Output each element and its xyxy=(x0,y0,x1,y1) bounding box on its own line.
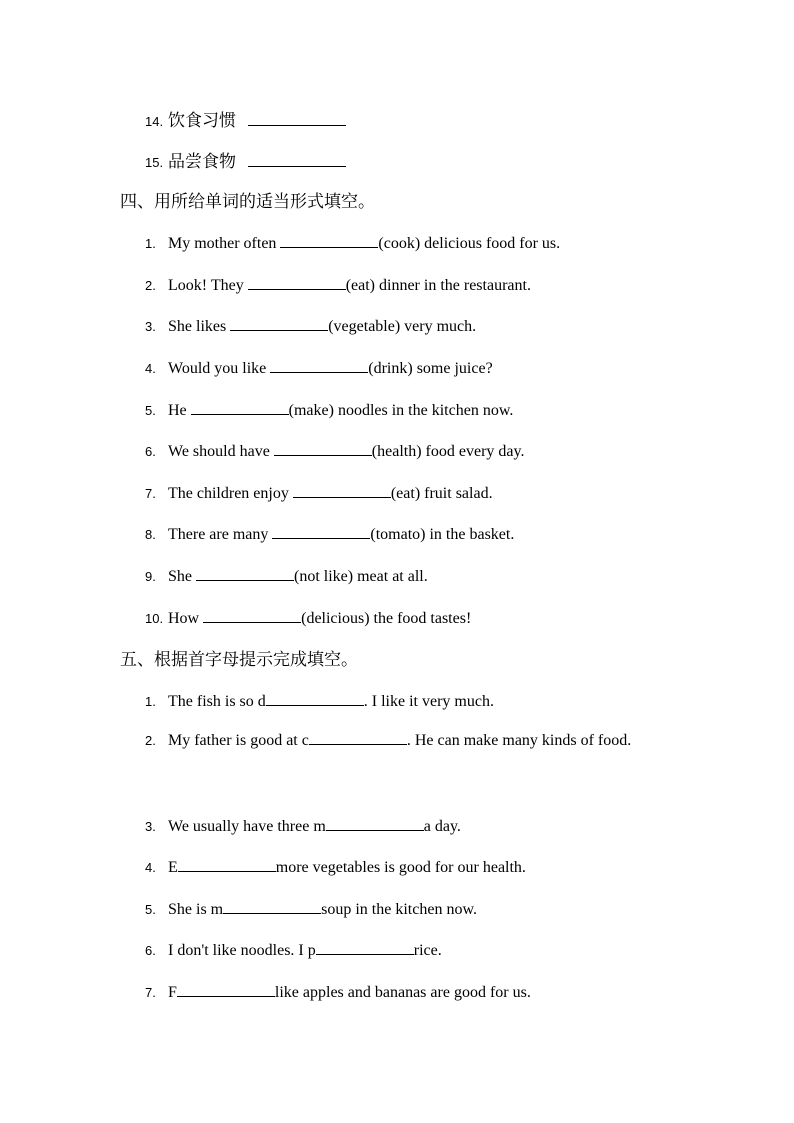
fill-item-4-4 xyxy=(145,357,675,379)
fill-item-4-8 xyxy=(145,523,675,545)
item-number: 6. xyxy=(145,943,156,958)
answer-blank xyxy=(326,815,424,831)
item-text-after: (delicious) the food tastes! xyxy=(301,610,472,627)
fill-item-4-9 xyxy=(145,565,675,587)
item-number: 7. xyxy=(145,486,156,501)
item-text-after: (not like) meat at all. xyxy=(294,568,428,585)
item-text-before: She likes xyxy=(168,318,231,335)
item-number: 4. xyxy=(145,860,156,875)
answer-blank xyxy=(293,482,391,498)
item-number: 7. xyxy=(145,985,156,1000)
item-text-after: soup in the kitchen now. xyxy=(321,901,477,918)
item-number: 9. xyxy=(145,569,156,584)
item-text-after: (vegetable) very much. xyxy=(328,318,477,335)
fill-item-4-6 xyxy=(145,440,675,462)
item-number: 1. xyxy=(145,236,156,251)
item-text-before: My mother often xyxy=(168,235,281,252)
item-text-after: more vegetables is good for our health. xyxy=(275,859,526,876)
answer-blank xyxy=(230,315,328,331)
item-number: 3. xyxy=(145,319,156,334)
item-number: 4. xyxy=(145,361,156,376)
item-text-before: We should have xyxy=(168,443,274,460)
answer-blank xyxy=(270,357,368,373)
answer-blank xyxy=(178,856,276,872)
fill-item-4-2 xyxy=(145,274,675,296)
item-text-after: a day. xyxy=(423,818,461,835)
item-text: 品尝食物 xyxy=(168,152,236,172)
answer-blank xyxy=(223,898,321,914)
answer-blank xyxy=(203,607,301,623)
fill-item-5-3 xyxy=(145,815,675,837)
fill-item-5-7 xyxy=(145,981,675,1003)
item-text-before: F xyxy=(168,984,177,1001)
item-number: 5. xyxy=(145,902,156,917)
item-text-before: Would you like xyxy=(168,360,271,377)
fill-item-4-10 xyxy=(145,607,675,629)
item-text-before: I don't like noodles. I p xyxy=(168,942,316,959)
answer-blank xyxy=(309,729,407,745)
item-text-before: He xyxy=(168,402,191,419)
answer-blank xyxy=(280,232,378,248)
vocab-item-15 xyxy=(145,151,675,173)
item-text-before: My father is good at c xyxy=(168,732,309,749)
item-text-after: (eat) fruit salad. xyxy=(390,485,493,502)
item-text-before: The children enjoy xyxy=(168,485,293,502)
item-text-after: (tomato) in the basket. xyxy=(370,526,515,543)
fill-item-4-1 xyxy=(145,232,675,254)
item-text-before: She is m xyxy=(168,901,224,918)
item-text-before: The fish is so d xyxy=(168,693,266,710)
item-text-after: like apples and bananas are good for us. xyxy=(274,984,531,1001)
answer-blank xyxy=(177,981,275,997)
answer-blank xyxy=(248,151,346,167)
item-text-before: Look! They xyxy=(168,277,248,294)
item-text-after: . I like it very much. xyxy=(363,693,494,710)
answer-blank xyxy=(316,939,414,955)
item-number: 6. xyxy=(145,444,156,459)
answer-blank xyxy=(248,274,346,290)
item-text-after: (health) food every day. xyxy=(371,443,525,460)
item-text-after: rice. xyxy=(413,942,442,959)
item-number: 10. xyxy=(145,611,164,626)
item-number: 14. xyxy=(145,114,164,129)
item-body xyxy=(168,720,673,762)
fill-item-4-7 xyxy=(145,482,675,504)
answer-blank xyxy=(248,110,346,126)
item-text-before: How xyxy=(168,610,204,627)
item-text-after: . He can make many kinds of food. xyxy=(406,732,632,749)
section-5-heading: 五、根据首字母提示完成填空。 xyxy=(120,650,358,670)
answer-blank xyxy=(266,690,364,706)
answer-blank xyxy=(274,440,372,456)
fill-item-5-4 xyxy=(145,856,675,878)
section-4-heading: 四、用所给单词的适当形式填空。 xyxy=(120,192,375,212)
item-number: 2. xyxy=(145,733,156,748)
item-text-after: (drink) some juice? xyxy=(368,360,493,377)
item-text-before: She xyxy=(168,568,196,585)
item-number: 15. xyxy=(145,155,164,170)
item-text-before: We usually have three m xyxy=(168,818,326,835)
fill-item-5-2 xyxy=(145,720,675,762)
fill-item-4-3 xyxy=(145,315,675,337)
item-text-after: (eat) dinner in the restaurant. xyxy=(345,277,531,294)
vocab-item-14 xyxy=(145,110,675,132)
fill-item-5-1 xyxy=(145,690,675,712)
fill-item-5-6 xyxy=(145,939,675,961)
item-text-after: (make) noodles in the kitchen now. xyxy=(288,402,514,419)
item-text-before: There are many xyxy=(168,526,273,543)
item-number: 8. xyxy=(145,527,156,542)
item-text-after: (cook) delicious food for us. xyxy=(378,235,561,252)
answer-blank xyxy=(272,523,370,539)
fill-item-4-5 xyxy=(145,399,675,421)
item-text-before: E xyxy=(168,859,178,876)
fill-item-5-5 xyxy=(145,898,675,920)
item-number: 1. xyxy=(145,694,156,709)
item-number: 3. xyxy=(145,819,156,834)
item-number: 5. xyxy=(145,403,156,418)
answer-blank xyxy=(196,565,294,581)
item-text: 饮食习惯 xyxy=(168,111,236,131)
answer-blank xyxy=(191,399,289,415)
item-number: 2. xyxy=(145,278,156,293)
